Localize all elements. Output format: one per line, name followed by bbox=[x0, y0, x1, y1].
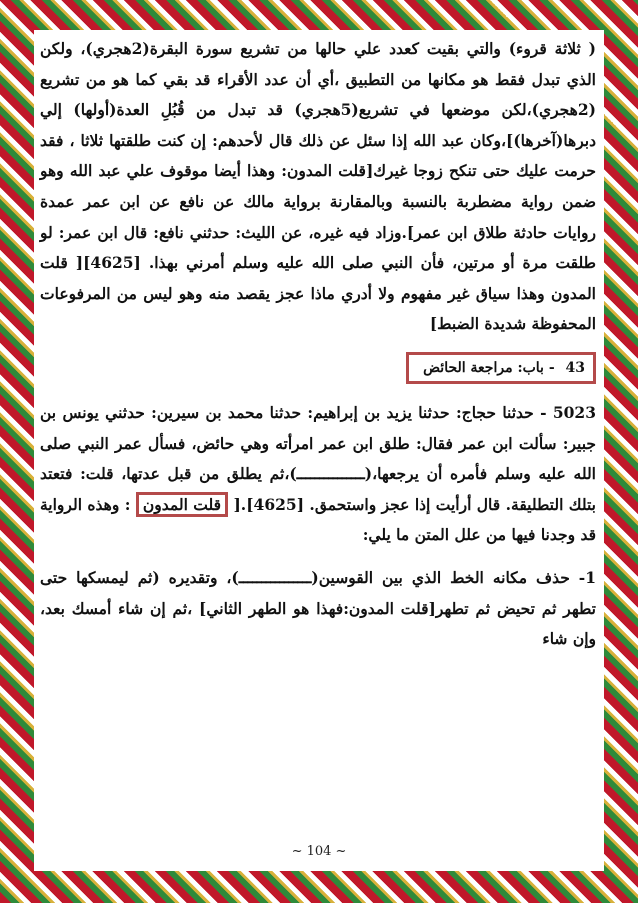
paragraph-1: ( ثلاثة قروء) والتي بقيت كعدد علي حالها من تشريع سورة البقرة(2هجري)، ولكن الذي تبدل فقط هو مكانها من التطبيق ،أي أن عدد الأقراء قد بقي كما هو من تشريع (2هجري)،لكن موضعها في تشريع(5هجري) قد تبدل من قُبُلِ العدة(أولها) إلي دبرها(آخرها)]،وكان عبد الله إذا سئل عن ذلك قال لأحدهم: إن كنت طلقتها ثلاثا ، فقد حرمت عليك حتى تنكح زوجا غيرك[قلت المدون: وهذا أيضا موقوف علي عبد الله وهو ضمن رواية مضطربة بالنسبة وبالمقارنة برواية مالك عن نافع عن ابن عمر عمدة روايات حادثة طلاق ابن عمر].وزاد فيه غيره، عن الليث: حدثني نافع: قال ابن عمر: لو طلقت مرة أو مرتين، فأن النبي صلى الله عليه وسلم أمرني بهذا. [4625][ قلت المدون وهذا سياق غير مفهوم ولا أدري ماذا عجز يقصد منه وهو ليس من المرفوعات المحفوظة شديدة الضبط] bbox=[40, 39, 596, 334]
chapter-heading bbox=[40, 352, 596, 384]
document-body bbox=[40, 34, 596, 655]
chapter-box bbox=[406, 352, 596, 384]
paragraph-2 bbox=[40, 398, 596, 551]
paragraph-2-tail: : وهذه الرواية قد وجدنا فيها من علل المتن ما يلي: bbox=[40, 494, 596, 545]
chapter-number: 43 bbox=[565, 359, 585, 376]
page-number: ~ 104 ~ bbox=[291, 844, 347, 859]
paragraph-3: 1- حذف مكانه الخط الذي بين القوسين(ــــــــــــــــ)، وتقديره (ثم ليمسكها حتى تطهر ثم تحيض ثم تطهر[قلت المدون:فهذا هو الطهر الثاني] ،ثم إن شاء أمسك بعد، وإن شاء bbox=[40, 567, 596, 649]
author-note-label: قلت المدون bbox=[136, 492, 228, 517]
paragraph-2-text: 5023 - حدثنا حجاج: حدثنا يزيد بن إبراهيم: حدثنا محمد بن سيرين: حدثني يونس بن جبير: سألت ابن عمر فقال: طلق ابن عمر امرأته وهي حائض، فسأل عمر النبي صلى الله عليه وسلم فأمره أن يرجعها،(ـــــــــــــــ)،ثم يطلق من قبل عدتها، قلت: فتعتد بتلك التطليقة. قال أرأيت إذا عجز واستحمق. [4625].[ bbox=[40, 402, 596, 514]
chapter-title: - باب: مراجعة الحائض bbox=[423, 359, 555, 376]
